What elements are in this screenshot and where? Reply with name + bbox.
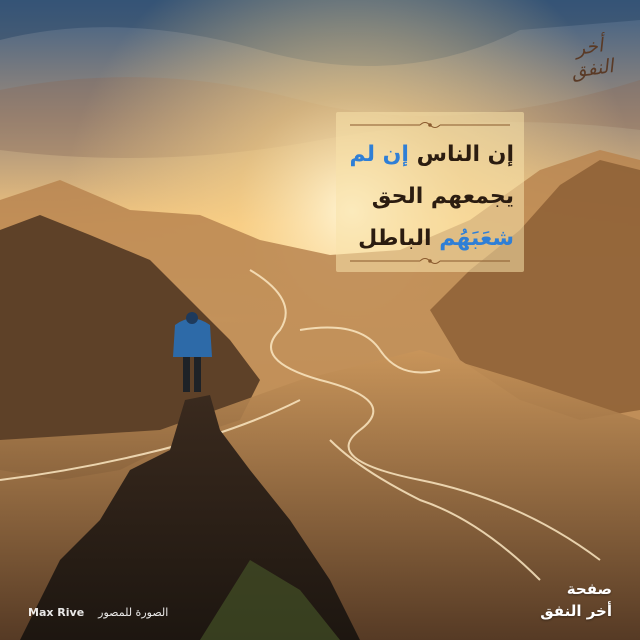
photo-credit [28,606,168,619]
quote-panel [336,112,524,272]
quote-highlight-2: شعَبَهُم [439,226,514,251]
photo-credit-label: الصورة للمصور [98,606,169,619]
quote-line-2: يجمعهم الحق [371,184,514,209]
ornament-divider-bottom [350,256,510,266]
page-tag-line-2: أخر النفق [540,602,612,620]
quote-line-1: إن الناس إن لم [349,142,514,167]
calligraphy-logo [556,26,626,86]
photographer-name: Max Rive [28,606,85,619]
logo-text: أخر النفق [570,34,615,83]
page-tag-line-1: صفحة [566,580,612,598]
quote-line-3: شعَبَهُم الباطل [358,226,514,251]
ornament-divider-top [350,120,510,130]
quote-highlight-1: إن لم [349,142,409,167]
page-tag [540,578,612,622]
